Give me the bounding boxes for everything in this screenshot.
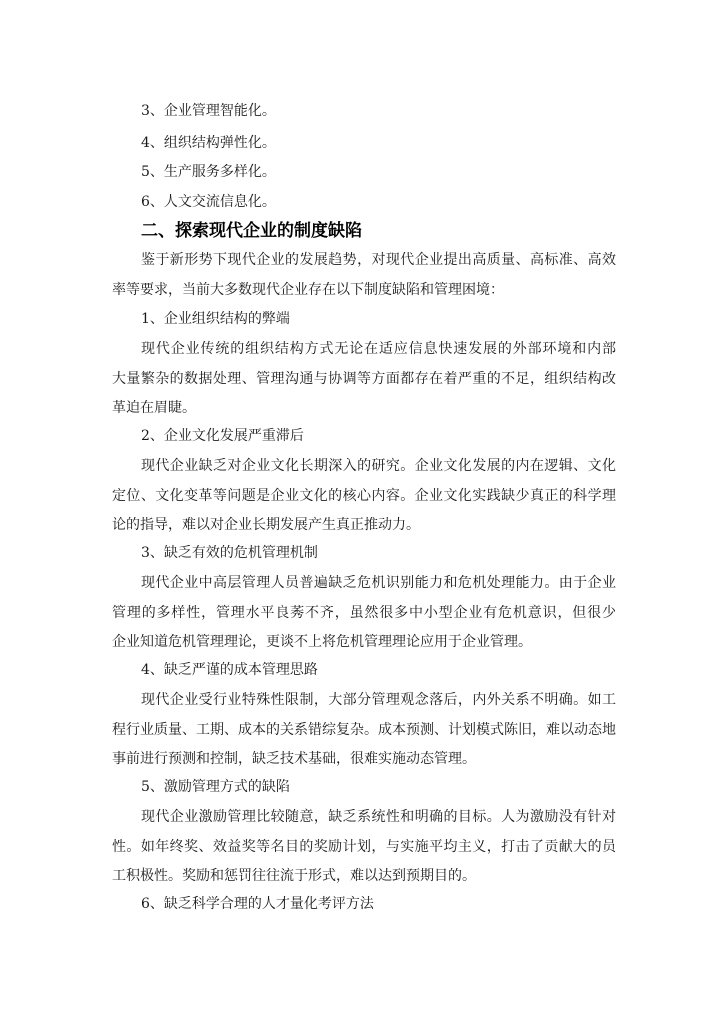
paragraph-line: 性。如年终奖、效益奖等名目的奖励计划，与实施平均主义，打击了贡献大的员 [112, 839, 616, 855]
list-item: 6、人文交流信息化。 [141, 194, 276, 210]
paragraph-line: 率等要求，当前大多数现代企业存在以下制度缺陷和管理困境： [112, 282, 504, 298]
paragraph-line: 革迫在眉睫。 [112, 400, 196, 416]
subsection-title: 2、企业文化发展严重滞后 [141, 428, 304, 444]
paragraph-line: 工积极性。奖励和惩罚往往流于形式，难以达到预期目的。 [112, 868, 476, 884]
paragraph-line: 现代企业中高层管理人员普遍缺乏危机识别能力和危机处理能力。由于企业 [141, 575, 616, 591]
subsection-title: 6、缺乏科学合理的人才量化考评方法 [141, 896, 374, 912]
paragraph-line: 现代企业受行业特殊性限制，大部分管理观念落后，内外关系不明确。如工 [141, 692, 616, 708]
list-item: 4、组织结构弹性化。 [141, 135, 276, 151]
paragraph-line: 现代企业缺乏对企业文化长期深入的研究。企业文化发展的内在逻辑、文化 [141, 458, 616, 474]
paragraph-line: 论的指导，难以对企业长期发展产生真正推动力。 [112, 517, 420, 533]
subsection-title: 4、缺乏严谨的成本管理思路 [141, 662, 318, 678]
paragraph-line: 企业知道危机管理理论，更谈不上将危机管理理论应用于企业管理。 [112, 634, 532, 650]
paragraph-line: 现代企业激励管理比较随意，缺乏系统性和明确的目标。人为激励没有针对 [141, 809, 616, 825]
paragraph-line: 定位、文化变革等问题是企业文化的核心内容。企业文化实践缺少真正的科学理 [112, 488, 616, 504]
list-item: 5、生产服务多样化。 [141, 164, 276, 180]
paragraph-line: 现代企业传统的组织结构方式无论在适应信息快速发展的外部环境和内部 [141, 341, 616, 357]
section-heading: 二、探索现代企业的制度缺陷 [141, 221, 362, 241]
paragraph-line: 程行业质量、工期、成本的关系错综复杂。成本预测、计划模式陈旧，难以动态地 [112, 722, 616, 738]
paragraph-line: 鉴于新形势下现代企业的发展趋势，对现代企业提出高质量、高标准、高效 [141, 252, 616, 268]
paragraph-line: 管理的多样性，管理水平良莠不齐，虽然很多中小型企业有危机意识，但很少 [112, 605, 616, 621]
subsection-title: 3、缺乏有效的危机管理机制 [141, 545, 318, 561]
paragraph-line: 事前进行预测和控制，缺乏技术基础，很难实施动态管理。 [112, 751, 476, 767]
subsection-title: 1、企业组织结构的弊端 [141, 311, 290, 327]
subsection-title: 5、激励管理方式的缺陷 [141, 779, 290, 795]
list-item: 3、企业管理智能化。 [141, 103, 276, 119]
paragraph-line: 大量繁杂的数据处理、管理沟通与协调等方面都存在着严重的不足，组织结构改 [112, 371, 616, 387]
